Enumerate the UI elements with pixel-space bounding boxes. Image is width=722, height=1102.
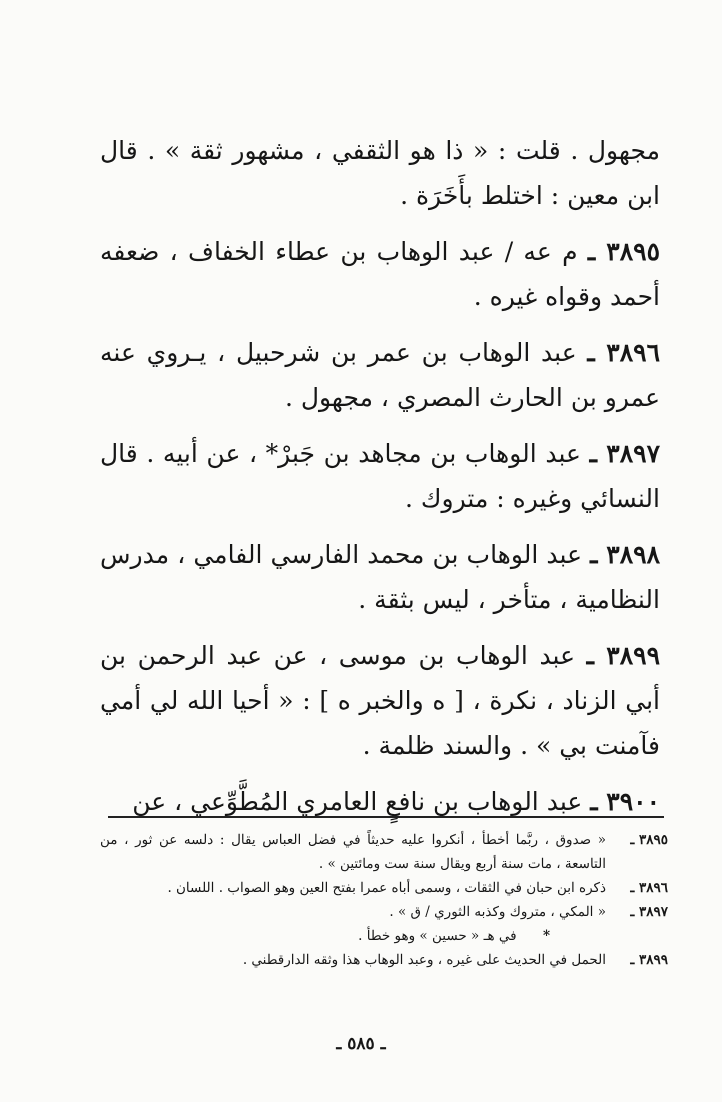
footnote-number: ٣٨٩٩ ـ xyxy=(630,952,668,968)
footnotes xyxy=(100,828,668,972)
entry-text: عبد الوهاب بن مجاهد بن جَبرْ* ، عن أبيه . قال النسائي وغيره : متروك . xyxy=(100,439,660,513)
footnote-divider xyxy=(108,816,664,818)
footnote-number: ٣٨٩٥ ـ xyxy=(630,832,668,848)
entry-number: ٣٨٩٧ ـ xyxy=(589,439,661,468)
entry-3895 xyxy=(100,229,660,319)
footnote-number: ٣٨٩٧ ـ xyxy=(630,904,668,920)
entry-text: عبد الوهاب بن موسى ، عن عبد الرحمن بن أبي الزناد ، نكرة ، [ ه والخبر ه ] : « أحيا الله لي أمي فآمنت بي » . والسند ظلمة . xyxy=(100,641,660,760)
entry-number: ٣٨٩٥ ـ xyxy=(587,237,661,266)
entry-number: ٣٩٠٠ ـ xyxy=(590,787,660,816)
entry-number: ٣٨٩٦ ـ xyxy=(587,338,660,367)
main-text xyxy=(100,128,660,835)
entry-text: عبد الوهاب بن محمد الفارسي الفامي ، مدرس النظامية ، متأخر ، ليس بثقة . xyxy=(100,540,660,614)
footnote-3899 xyxy=(100,948,668,972)
entry-number: ٣٨٩٨ ـ xyxy=(590,540,660,569)
footnote-text: الحمل في الحديث على غيره ، وعبد الوهاب هذا وثقه الدارقطني . xyxy=(242,952,606,968)
entry-3897 xyxy=(100,431,660,521)
entry-text: عبد الوهاب بن عمر بن شرحبيل ، يـروي عنه عمرو بن الحارث المصري ، مجهول . xyxy=(100,338,660,412)
entry-3899 xyxy=(100,633,660,768)
page-number: ـ ٥٨٥ ـ xyxy=(336,1034,386,1054)
footnote-3895 xyxy=(100,828,668,876)
footnote-text: ذكره ابن حبان في الثقات ، وسمى أباه عمرا بفتح العين وهو الصواب . اللسان . xyxy=(167,880,606,896)
entry-number: ٣٨٩٩ ـ xyxy=(586,641,661,670)
entry-text: عبد الوهاب بن نافعٍ العامري المُطَّوِّعي ، عن xyxy=(132,787,583,816)
entry-3898 xyxy=(100,532,660,622)
asterisk-mark: * xyxy=(542,928,550,944)
footnote-3897 xyxy=(100,900,668,924)
entry-continuation xyxy=(100,128,660,218)
footnote-text: « المكي ، متروك وكذبه الثوري / ق » . xyxy=(389,904,606,920)
footnote-star-text: في هـ « حسين » وهو خطأ . xyxy=(358,928,517,944)
entry-3896 xyxy=(100,330,660,420)
footnote-star xyxy=(100,924,668,948)
entry-text: م عه / عبد الوهاب بن عطاء الخفاف ، ضعفه أحمد وقواه غيره . xyxy=(100,237,660,311)
footnote-text: « صدوق ، ربَّما أخطأ ، أنكروا عليه حديثاً في فضل العباس يقال : دلسه عن ثور ، من التاسعة ، مات سنة أربع ويقال سنة ست ومائتين » . xyxy=(100,832,606,872)
footnote-3896 xyxy=(100,876,668,900)
entry-text: مجهول . قلت : « ذا هو الثقفي ، مشهور ثقة » . قال ابن معين : اختلط بأَخَرَة . xyxy=(100,136,660,210)
footnote-number: ٣٨٩٦ ـ xyxy=(630,880,668,896)
